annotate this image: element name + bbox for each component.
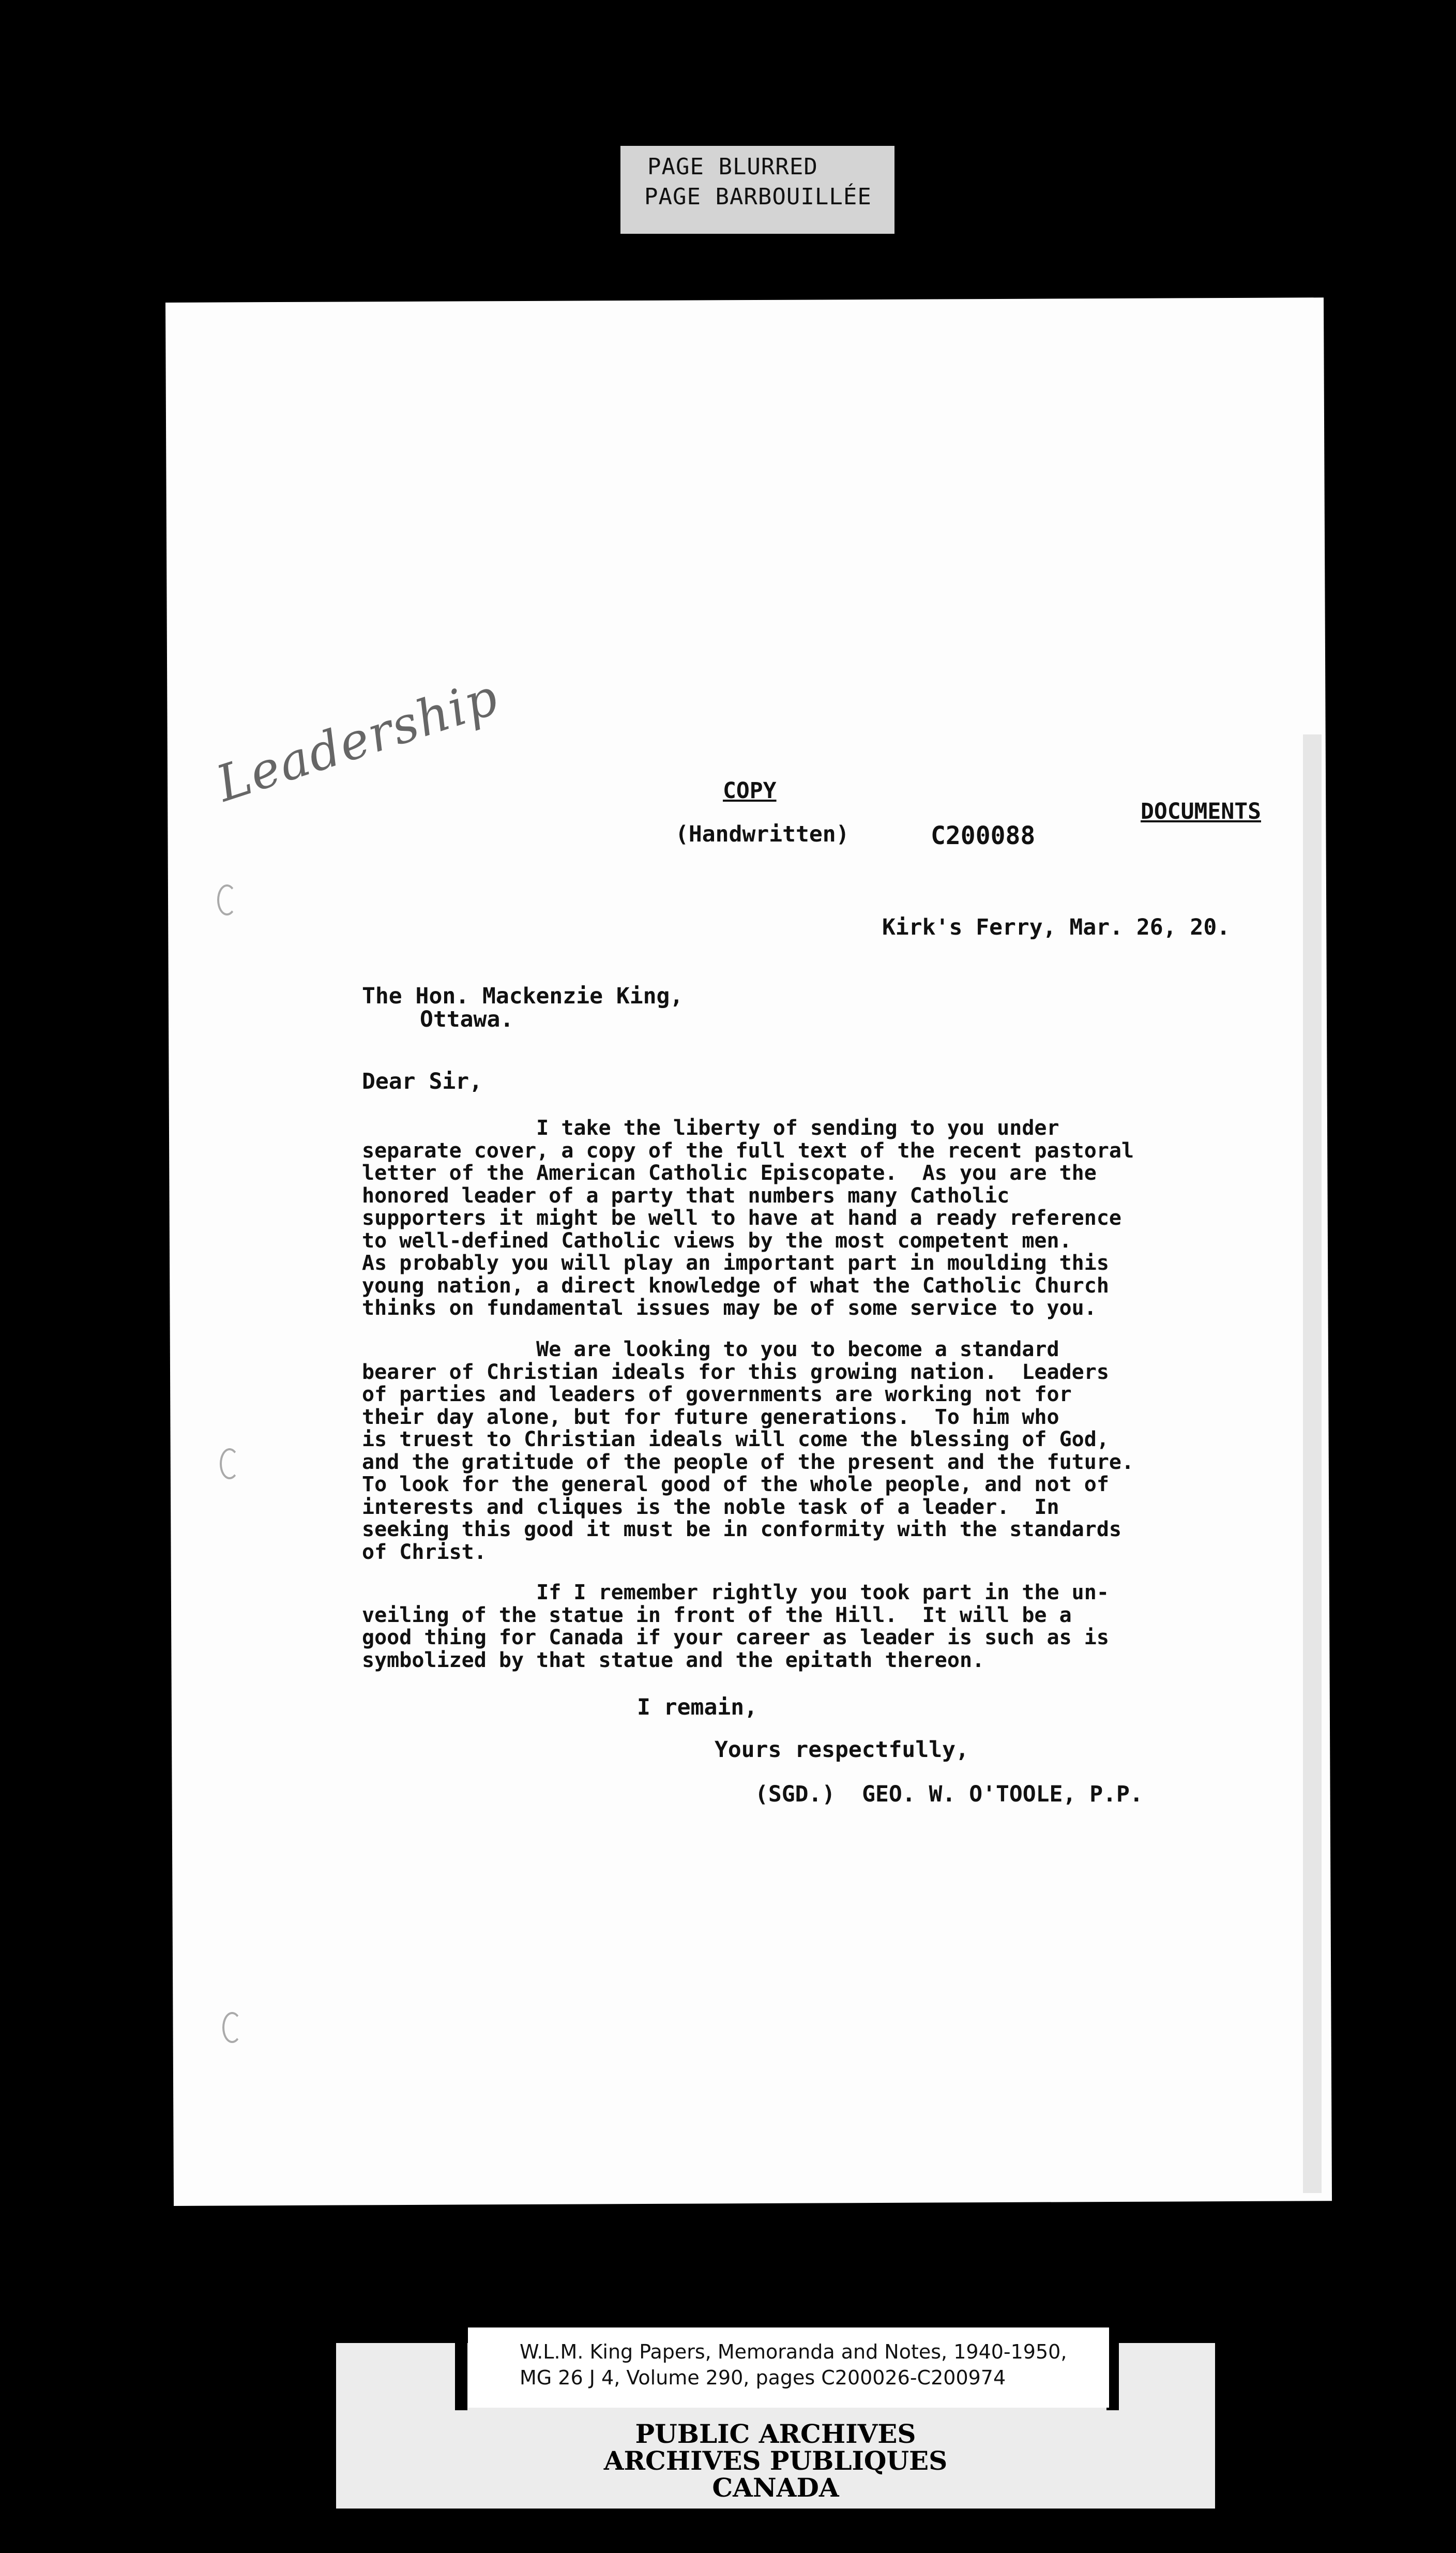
citation-box [468,2327,1109,2408]
letter-paragraph-2: We are looking to you to become a standard bearer of Christian ideals for this growing nation. Leaders of parties and leaders of governments are working not for their day alone, but for future generations. To him who is truest to Christian ideals will come the blessing of God, and the gratitude of the people of the present and the future. To look for the general good of the whole people, and not of interests and cliques is the noble task of a leader. In seeking this good it must be in conformity with the standards of Christ. [362,1338,1134,1564]
page-blurred-stamp [620,146,894,234]
letter-paragraph-1: I take the liberty of sending to you under separate cover, a copy of the full text of the recent pastoral letter of the American Catholic Episcopate. As you are the honored leader of a party that numbers many Catholic supporters it might be well to have at hand a ready reference to well-defined Catholic views by the most competent men. As probably you will play an important part in moulding this young nation, a direct knowledge of what the Catholic Church thinks on fundamental issues may be of some service to you. [362,1116,1134,1320]
punch-hole-top [217,884,237,915]
salutation: Dear Sir, [362,1069,482,1094]
citation-line-1: W.L.M. King Papers, Memoranda and Notes, 1940-1950, [520,2340,1067,2363]
addressee-city: Ottawa. [420,1007,514,1032]
closing-line: I remain, [637,1694,757,1720]
copy-heading: COPY [723,778,777,804]
date-line: Kirk's Ferry, Mar. 26, 20. [882,914,1231,940]
stamp-line-french: PAGE BARBOUILLÉE [644,184,872,210]
footer-notch-left [455,2327,467,2410]
documents-label: DOCUMENTS [1141,799,1261,824]
reference-number: C200088 [931,821,1036,850]
underlying-page-edge [1303,734,1322,2193]
handwritten-label: (Handwritten) [675,821,850,847]
addressee-name: The Hon. Mackenzie King, [362,983,684,1009]
punch-hole-bottom [222,2012,242,2043]
stamp-line-english: PAGE BLURRED [647,154,818,180]
punch-hole-middle [220,1448,239,1479]
signature-line: (SGD.) GEO. W. O'TOOLE, P.P. [755,1781,1143,1807]
archive-name-block [336,2421,1215,2501]
archive-name-french: ARCHIVES PUBLIQUES [603,2445,948,2476]
archive-name-english: PUBLIC ARCHIVES [635,2419,916,2449]
valediction: Yours respectfully, [715,1737,969,1763]
letter-paragraph-3: If I remember rightly you took part in the un- veiling of the statue in front of the Hill. It will be a good thing for Canada if your career as leader is such as is symbolized by that statue and the epitath thereon. [362,1581,1109,1672]
handwritten-margin-note: Leadership [209,667,506,813]
archive-country: CANADA [712,2472,839,2503]
citation-line-2: MG 26 J 4, Volume 290, pages C200026-C200974 [520,2366,1006,2389]
